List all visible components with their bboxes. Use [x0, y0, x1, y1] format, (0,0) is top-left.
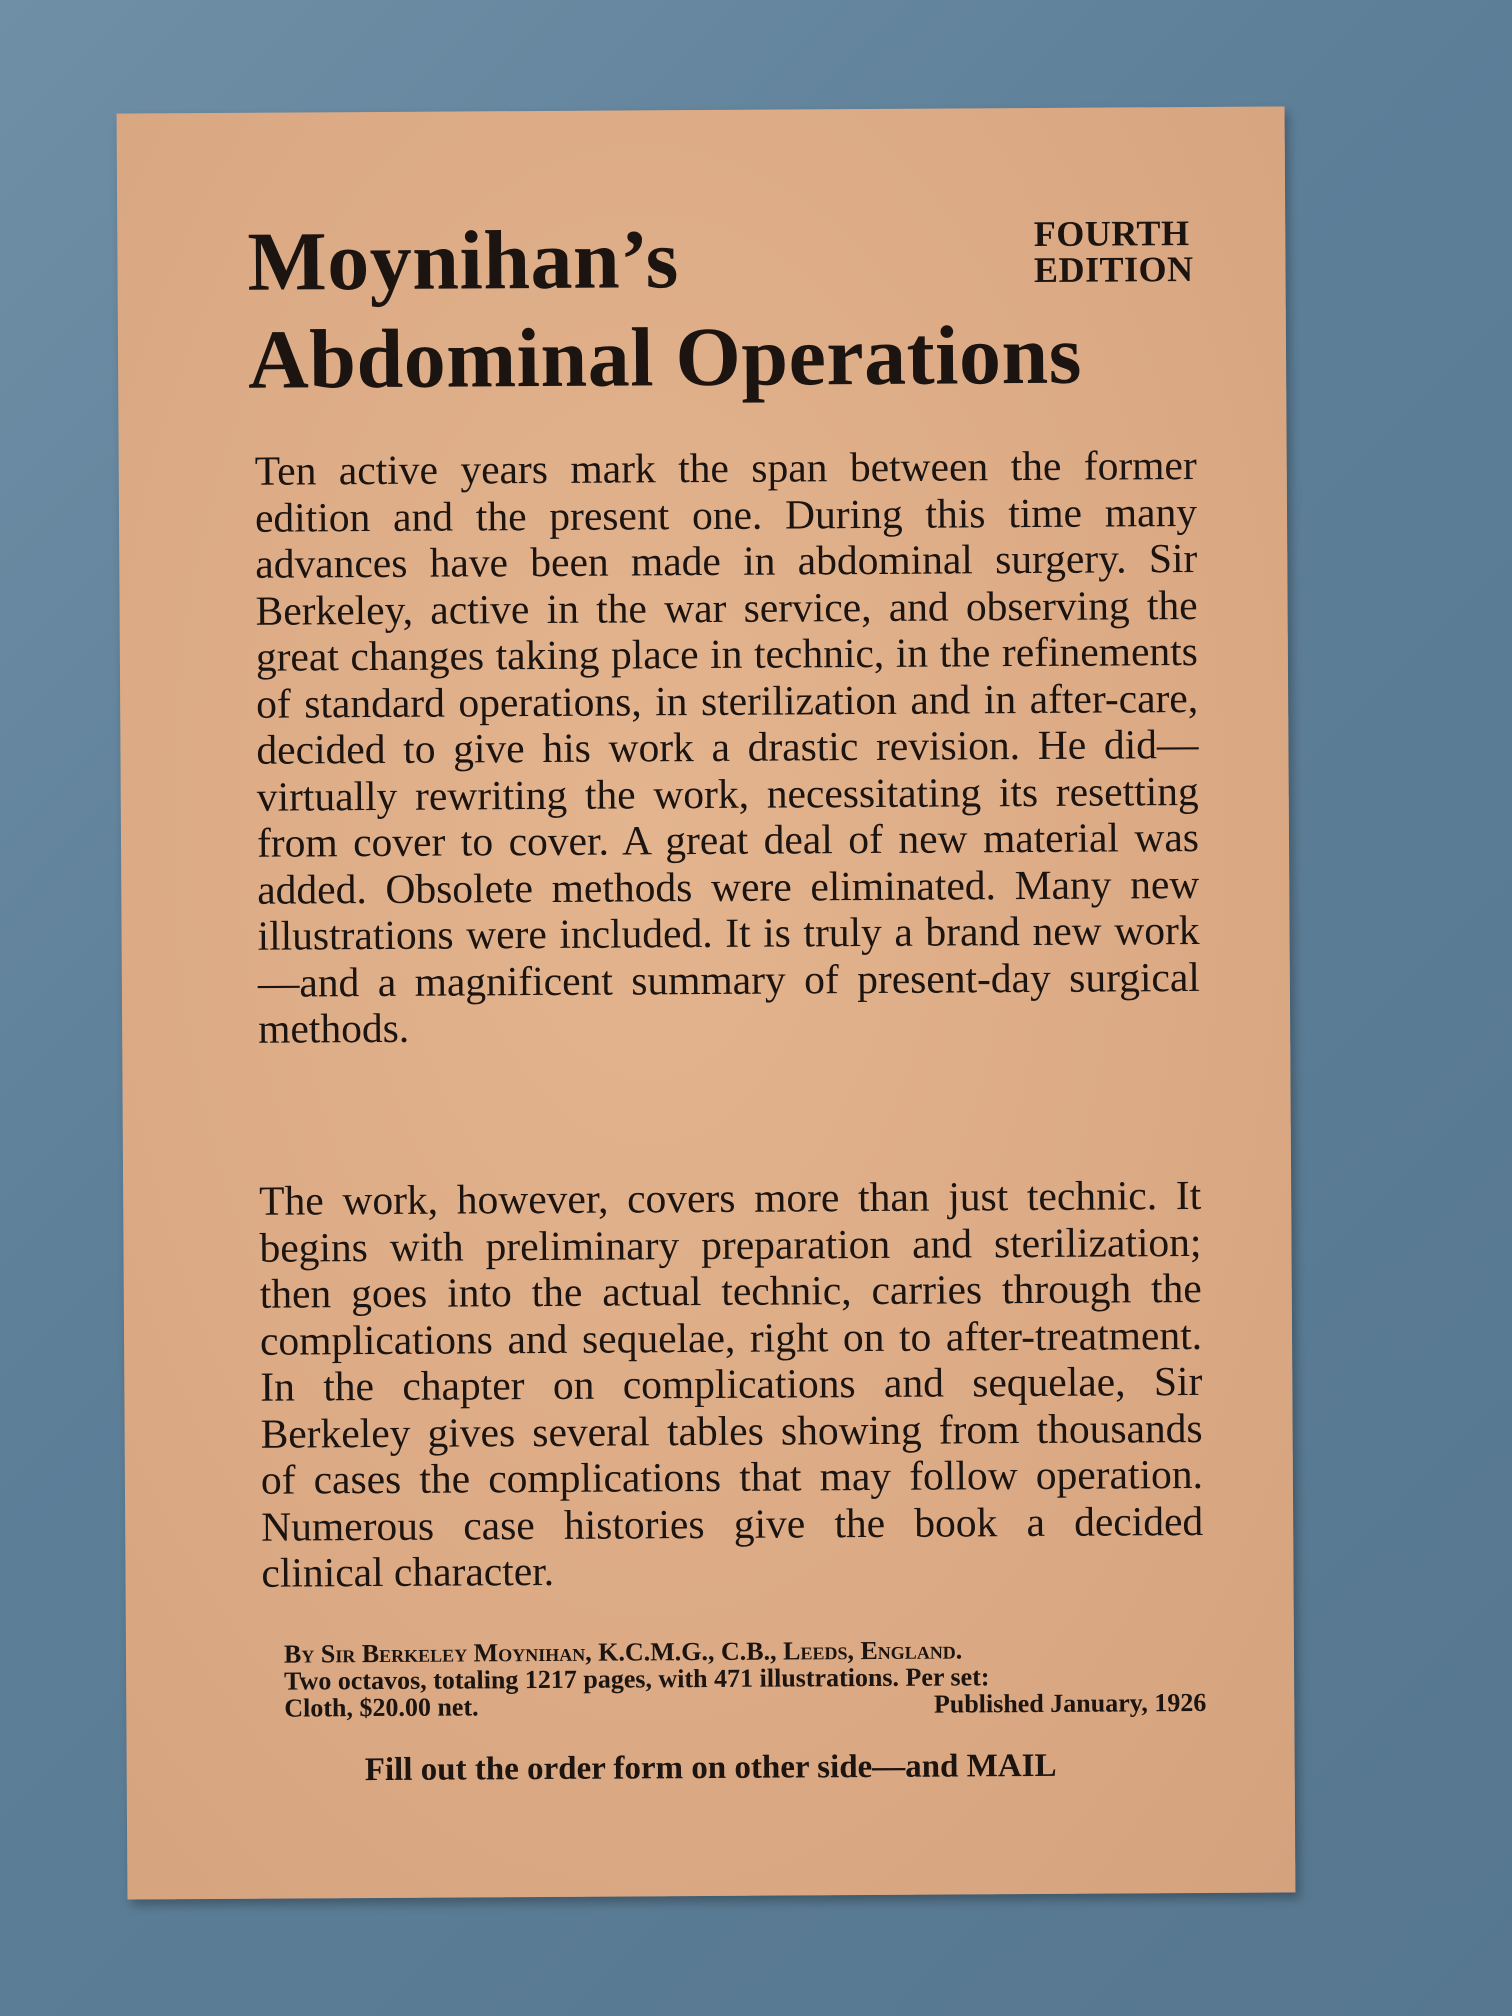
details-line: Two octavos, totaling 1217 pages, with 471 illustrations. Per set: — [284, 1662, 990, 1696]
description-paragraph-2: The work, however, covers more than just technic. It begins with preliminary preparation and sterilization; then goes into the actual technic, carries through the complications and sequelae, right on to after-treatment. In the chapter on complications and sequelae, Sir Berkeley gives several tables showing from thousands of cases the complications that may follow operation. Numerous case histories give the book a decided clinical character. — [259, 1171, 1204, 1596]
order-instruction: Fill out the order form on other side—and MAIL — [364, 1747, 1057, 1789]
published-date: Published January, 1926 — [933, 1687, 1207, 1719]
description-paragraph-1: Ten active years mark the span between the former edition and the present one. During this time many advances have been made in abdominal surgery. Sir Berkeley, active in the war service, and observing the great changes taking place in technic, in the refinements of standard operations, in sterilization and in after-care, decided to give his work a drastic revision. He did—virtually rewriting the work, necessitating its resetting from cover to cover. A great deal of new material was added. Obsolete methods were eliminated. Many new illustrations were included. It is truly a brand new work—and a magnificent summary of present-day surgical methods. — [254, 441, 1200, 1052]
book-advertisement-card — [117, 106, 1296, 1899]
title-line-2: Abdominal Operations — [247, 308, 1083, 407]
author-line: By Sir Berkeley Moynihan, K.C.M.G., C.B., Leeds, England. — [283, 1635, 963, 1669]
price-published-line — [284, 1689, 1206, 1722]
edition-label — [1034, 215, 1194, 288]
title-line-1: Moynihan’s — [247, 213, 680, 309]
price-text: Cloth, $20.00 net. — [284, 1692, 479, 1723]
edition-label-line-1: FOURTH — [1033, 213, 1190, 254]
publication-details — [284, 1635, 1206, 1722]
edition-label-line-2: EDITION — [1033, 249, 1194, 290]
